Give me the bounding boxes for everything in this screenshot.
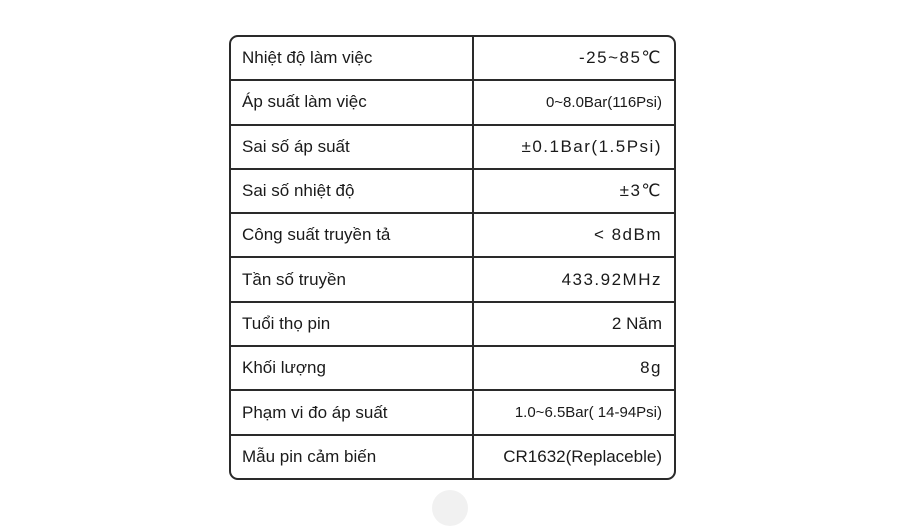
spec-value: ±0.1Bar(1.5Psi) <box>521 136 662 156</box>
spec-value: 8g <box>640 358 662 378</box>
spec-value: 433.92MHz <box>561 269 662 289</box>
spec-label: Sai số áp suất <box>231 126 474 168</box>
spec-row-pressure-accuracy <box>231 126 674 170</box>
spec-value: -25~85℃ <box>579 48 662 68</box>
spec-value: 1.0~6.5Bar( 14-94Psi) <box>514 404 662 422</box>
spec-label: Nhiệt độ làm việc <box>231 37 474 79</box>
spec-row-battery-life <box>231 303 674 347</box>
spec-row-transmit-frequency <box>231 258 674 302</box>
spec-value: 2 Năm <box>611 313 662 333</box>
spec-row-battery-model <box>231 436 674 478</box>
spec-row-temperature-accuracy <box>231 170 674 214</box>
spec-value: 0~8.0Bar(116Psi) <box>545 93 662 111</box>
spec-value: < 8dBm <box>593 225 662 245</box>
watermark-circle <box>432 490 468 526</box>
spec-row-transmit-power <box>231 214 674 258</box>
spec-label: Sai số nhiệt độ <box>231 170 474 212</box>
spec-label: Phạm vi đo áp suất <box>231 391 474 433</box>
spec-label: Tần số truyền <box>231 258 474 300</box>
spec-row-working-pressure <box>231 81 674 125</box>
spec-row-pressure-range <box>231 391 674 435</box>
spec-label: Mẫu pin cảm biến <box>231 436 474 478</box>
spec-value: CR1632(Replaceble) <box>503 446 662 466</box>
spec-row-weight <box>231 347 674 391</box>
spec-label: Áp suất làm việc <box>231 81 474 123</box>
spec-label: Công suất truyền tả <box>231 214 474 256</box>
spec-value: ±3℃ <box>619 181 662 201</box>
spec-table <box>229 35 676 480</box>
spec-row-working-temperature <box>231 37 674 81</box>
spec-label: Khối lượng <box>231 347 474 389</box>
spec-label: Tuổi thọ pin <box>231 303 474 345</box>
